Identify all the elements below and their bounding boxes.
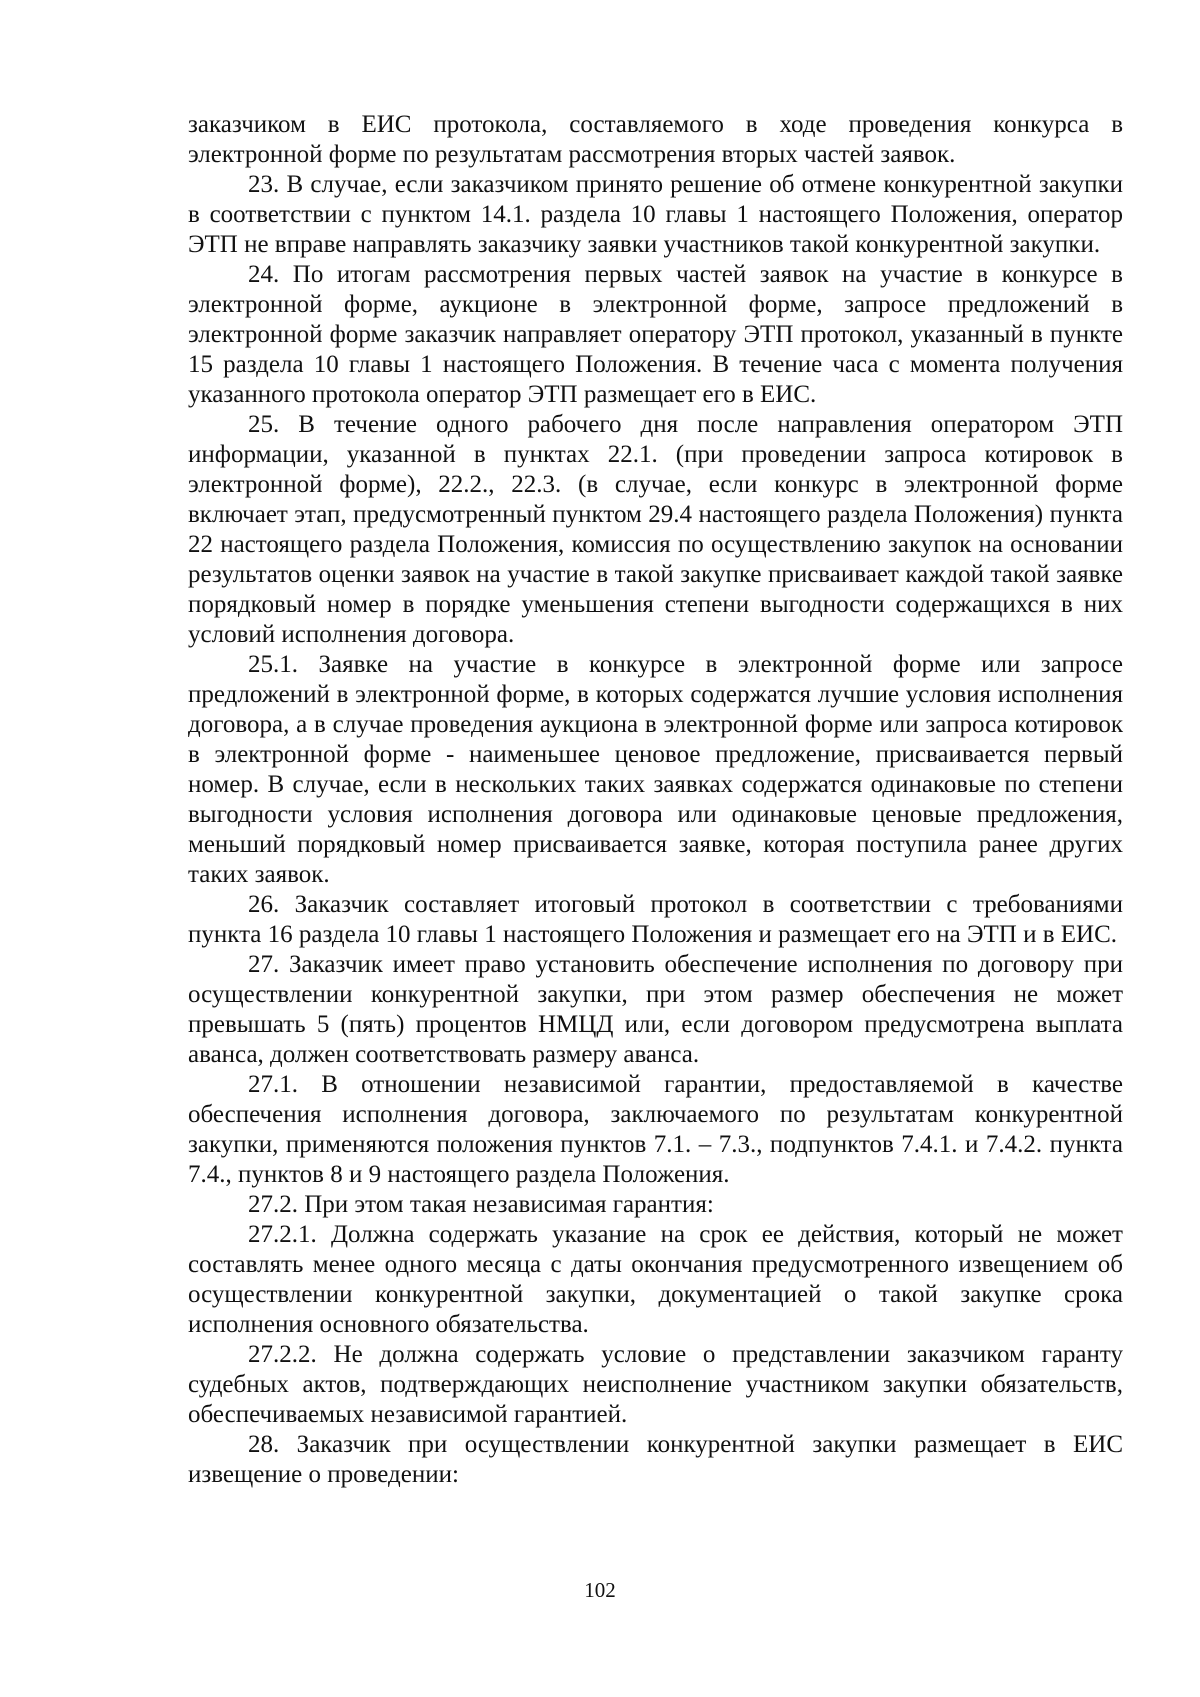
paragraph-27-2: 27.2. При этом такая независимая гарантия:: [248, 1191, 714, 1218]
paragraph-continuation: заказчиком в ЕИС протокола, составляемого в ходе проведения конкурса в электронной форме по результатам рассмотрения вторых частей заявок.: [188, 111, 1123, 168]
paragraph-23: 23. В случае, если заказчиком принято решение об отмене конкурентной закупки в соответствии с пунктом 14.1. раздела 10 главы 1 настоящего Положения, оператор ЭТП не вправе направлять заказчику заявки участников такой конкурентной закупки.: [188, 171, 1123, 258]
document-body: [188, 110, 1123, 1490]
paragraph-28: 28. Заказчик при осуществлении конкурентной закупки размещает в ЕИС извещение о проведении:: [188, 1431, 1123, 1488]
paragraph-25-1: 25.1. Заявке на участие в конкурсе в электронной форме или запросе предложений в электронной форме, в которых содержатся лучшие условия исполнения договора, а в случае проведения аукциона в электронной форме или запроса котировок в электронной форме - наименьшее ценовое предложение, присваивается первый номер. В случае, если в нескольких таких заявках содержатся одинаковые по степени выгодности условия исполнения договора или одинаковые ценовые предложения, меньший порядковый номер присваивается заявке, которая поступила ранее других таких заявок.: [188, 651, 1123, 888]
paragraph-27: 27. Заказчик имеет право установить обеспечение исполнения по договору при осуществлении конкурентной закупки, при этом размер обеспечения не может превышать 5 (пять) процентов НМЦД или, если договором предусмотрена выплата аванса, должен соответствовать размеру аванса.: [188, 951, 1123, 1068]
paragraph-27-2-2: 27.2.2. Не должна содержать условие о представлении заказчиком гаранту судебных актов, подтверждающих неисполнение участником закупки обязательств, обеспечиваемых независимой гарантией.: [188, 1341, 1123, 1428]
paragraph-27-1: 27.1. В отношении независимой гарантии, предоставляемой в качестве обеспечения исполнения договора, заключаемого по результатам конкурентной закупки, применяются положения пунктов 7.1. – 7.3., подпунктов 7.4.1. и 7.4.2. пункта 7.4., пунктов 8 и 9 настоящего раздела Положения.: [188, 1071, 1123, 1188]
paragraph-25: 25. В течение одного рабочего дня после направления оператором ЭТП информации, указанной в пунктах 22.1. (при проведении запроса котировок в электронной форме), 22.2., 22.3. (в случае, если конкурс в электронной форме включает этап, предусмотренный пунктом 29.4 настоящего раздела Положения) пункта 22 настоящего раздела Положения, комиссия по осуществлению закупок на основании результатов оценки заявок на участие в такой закупке присваивает каждой такой заявке порядковый номер в порядке уменьшения степени выгодности содержащихся в них условий исполнения договора.: [188, 411, 1123, 648]
paragraph-26: 26. Заказчик составляет итоговый протокол в соответствии с требованиями пункта 16 раздела 10 главы 1 настоящего Положения и размещает его на ЭТП и в ЕИС.: [188, 891, 1123, 948]
paragraph-24: 24. По итогам рассмотрения первых частей заявок на участие в конкурсе в электронной форме, аукционе в электронной форме, запросе предложений в электронной форме заказчик направляет оператору ЭТП протокол, указанный в пункте 15 раздела 10 главы 1 настоящего Положения. В течение часа с момента получения указанного протокола оператор ЭТП размещает его в ЕИС.: [188, 261, 1123, 408]
paragraph-27-2-1: 27.2.1. Должна содержать указание на срок ее действия, который не может составлять менее одного месяца с даты окончания предусмотренного извещением об осуществлении конкурентной закупки, документацией о такой закупке срока исполнения основного обязательства.: [188, 1221, 1123, 1338]
page-number: 102: [584, 1578, 616, 1602]
